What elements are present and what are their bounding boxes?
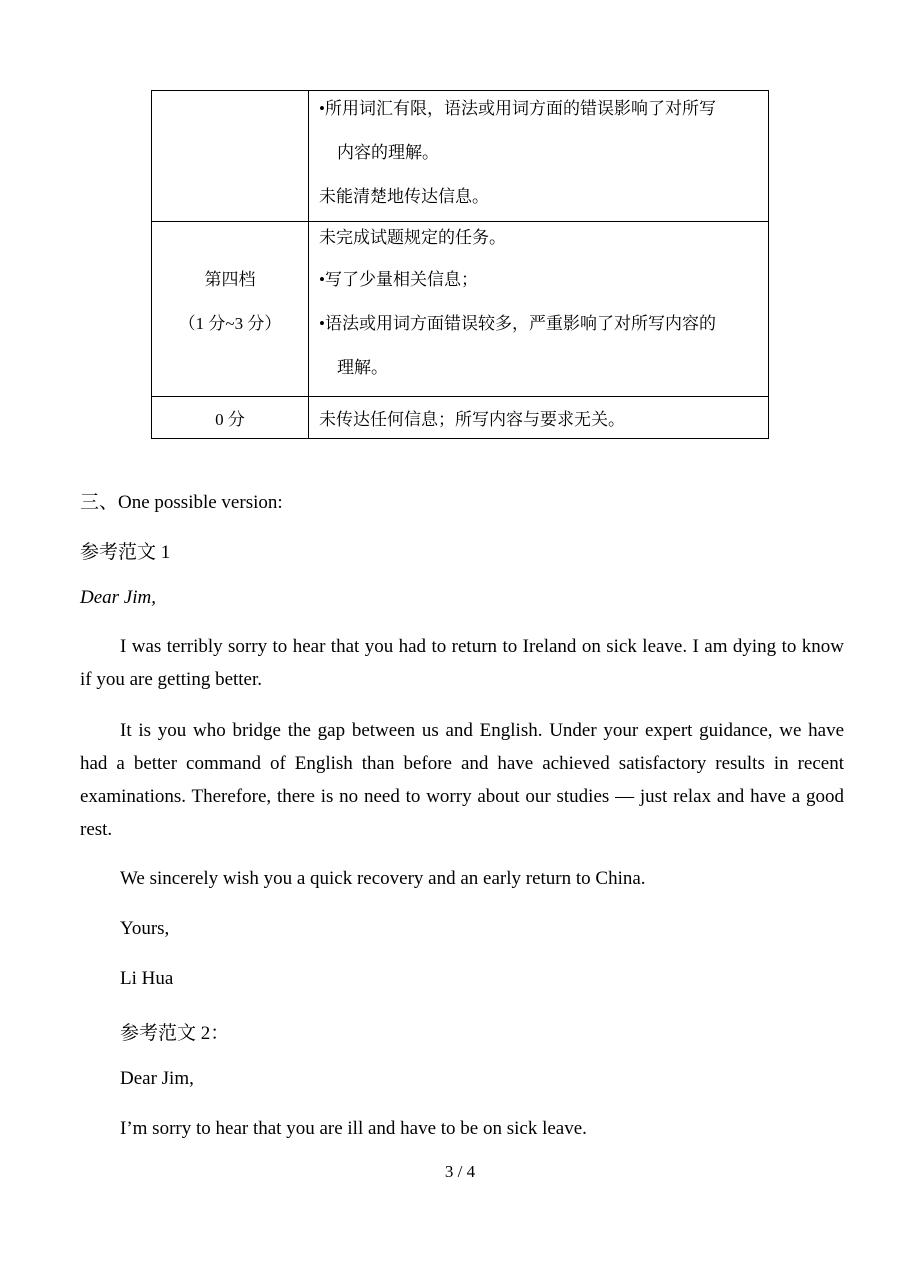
sample1-closing: Yours, [120,918,170,939]
rubric-description-cell [309,91,769,222]
rubric-line: •语法或用词方面错误较多，严重影响了对所写内容的 [319,314,716,333]
rubric-row-zero [152,397,769,439]
scoring-rubric-table [151,90,769,439]
sample2-paragraph-1: I’m sorry to hear that you are ill and have to be on sick leave. [120,1118,587,1139]
sample1-paragraph-3: We sincerely wish you a quick recovery and an early return to China. [120,868,646,889]
rubric-tier-cell [152,91,309,222]
sample2-title: 参考范文 2： [120,1023,230,1044]
rubric-line: 内容的理解。 [337,143,439,162]
sample2-salutation: Dear Jim, [120,1068,194,1089]
sample1-salutation: Dear Jim, [80,587,156,608]
rubric-line: •所用词汇有限，语法或用词方面的错误影响了对所写 [319,99,716,118]
rubric-line: 未能清楚地传达信息。 [319,187,489,206]
rubric-description-cell [309,222,769,397]
sample1-signature: Li Hua [120,968,174,989]
rubric-score-cell: 0 分 [152,397,309,439]
rubric-description-cell: 未传达任何信息；所写内容与要求无关。 [309,397,769,439]
rubric-line: 未完成试题规定的任务。 [319,228,506,247]
tier-name: 第四档 [204,270,256,289]
rubric-row-tier3-continued [152,91,769,222]
tier-score-range: （1 分~3 分） [178,314,282,333]
sample1-title: 参考范文 1 [80,542,171,563]
rubric-tier-cell [152,222,309,397]
section-heading: 三、One possible version: [80,492,283,513]
rubric-line: •写了少量相关信息； [319,270,478,289]
rubric-line: 理解。 [337,358,388,377]
sample1-paragraph-2: It is you who bridge the gap between us and English. Under your expert guidance, we have had a better command of English than before and have achieved satisfactory results in recent examinations. Therefore, there is no need to worry about our studies — just relax and have a good rest. [80,720,844,840]
rubric-row-tier4 [152,222,769,397]
page-number: 3 / 4 [444,1162,476,1181]
sample1-paragraph-1: I was terribly sorry to hear that you had to return to Ireland on sick leave. I am dying to know if you are getting better. [80,636,844,690]
